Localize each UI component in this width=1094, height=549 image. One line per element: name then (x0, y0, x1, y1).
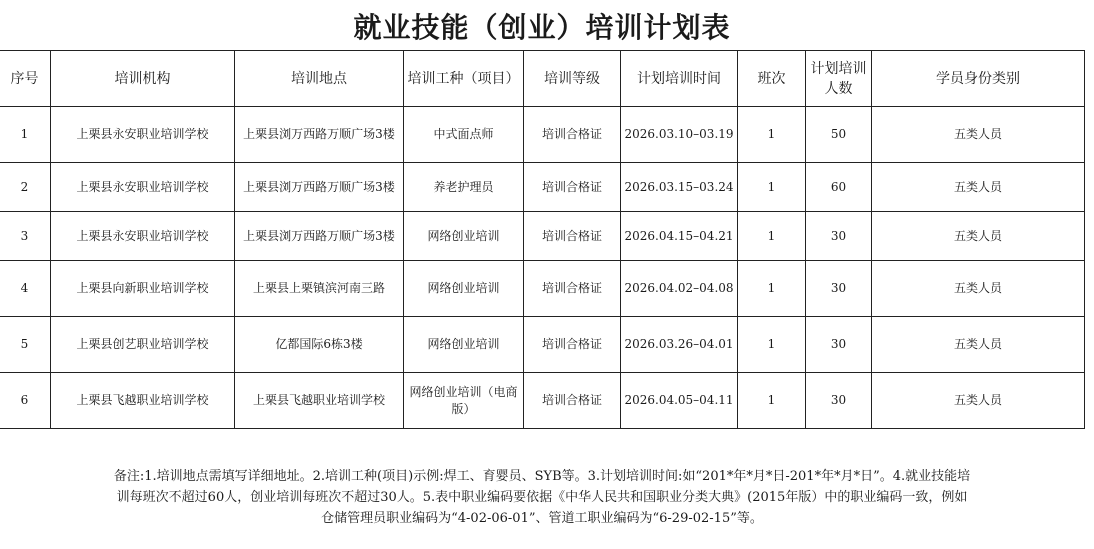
header-planned-count: 计划培训人数 (806, 51, 872, 107)
cell-level: 培训合格证 (524, 317, 621, 373)
page-title: 就业技能（创业）培训计划表 (353, 11, 731, 44)
cell-time: 2026.04.05–04.11 (621, 373, 738, 429)
cell-trade: 中式面点师 (404, 107, 524, 163)
cell-class-count: 1 (738, 107, 806, 163)
cell-index: 4 (0, 261, 51, 317)
cell-planned-count: 30 (806, 373, 872, 429)
cell-time: 2026.04.15–04.21 (621, 212, 738, 261)
cell-level: 培训合格证 (524, 261, 621, 317)
cell-student-category: 五类人员 (872, 107, 1085, 163)
cell-institution: 上栗县永安职业培训学校 (51, 163, 235, 212)
cell-index: 1 (0, 107, 51, 163)
header-location: 培训地点 (235, 51, 404, 107)
cell-institution: 上栗县永安职业培训学校 (51, 212, 235, 261)
cell-student-category: 五类人员 (872, 212, 1085, 261)
cell-class-count: 1 (738, 317, 806, 373)
cell-student-category: 五类人员 (872, 261, 1085, 317)
header-institution: 培训机构 (51, 51, 235, 107)
cell-planned-count: 30 (806, 261, 872, 317)
cell-class-count: 1 (738, 163, 806, 212)
cell-index: 2 (0, 163, 51, 212)
table-row (0, 163, 1085, 212)
header-student-category: 学员身份类别 (872, 51, 1085, 107)
cell-location: 上栗县浏万西路万顺广场3楼 (235, 212, 404, 261)
cell-level: 培训合格证 (524, 163, 621, 212)
cell-trade: 养老护理员 (404, 163, 524, 212)
cell-location: 上栗县浏万西路万顺广场3楼 (235, 163, 404, 212)
cell-trade: 网络创业培训（电商版） (404, 373, 524, 429)
table-row (0, 212, 1085, 261)
cell-location: 上栗县飞越职业培训学校 (235, 373, 404, 429)
remarks-note: 备注:1.培训地点需填写详细地址。2.培训工种(项目)示例:焊工、育婴员、SYB等。3.计划培训时间:如“201*年*月*日-201*年*月*日”。4.就业技能培训每班次不超过60人，创业培训每班次不超过30人。5.表中职业编码要依据《中华人民共和国职业分类大典》(2015年版）中的职业编码一致，例如仓储管理员职业编码为“4-02-06-01”、管道工职业编码为“6-29-02-15”等。 (113, 469, 971, 526)
cell-level: 培训合格证 (524, 212, 621, 261)
cell-student-category: 五类人员 (872, 317, 1085, 373)
cell-student-category: 五类人员 (872, 373, 1085, 429)
cell-trade: 网络创业培训 (404, 212, 524, 261)
cell-planned-count: 30 (806, 212, 872, 261)
table-row (0, 261, 1085, 317)
training-plan-table (0, 50, 1085, 429)
cell-index: 6 (0, 373, 51, 429)
cell-institution: 上栗县向新职业培训学校 (51, 261, 235, 317)
table-row (0, 373, 1085, 429)
cell-level: 培训合格证 (524, 107, 621, 163)
cell-time: 2026.03.15–03.24 (621, 163, 738, 212)
cell-time: 2026.03.26–04.01 (621, 317, 738, 373)
table-header-row (0, 51, 1085, 107)
cell-institution: 上栗县飞越职业培训学校 (51, 373, 235, 429)
cell-student-category: 五类人员 (872, 163, 1085, 212)
cell-institution: 上栗县永安职业培训学校 (51, 107, 235, 163)
cell-trade: 网络创业培训 (404, 317, 524, 373)
cell-planned-count: 60 (806, 163, 872, 212)
cell-planned-count: 30 (806, 317, 872, 373)
cell-level: 培训合格证 (524, 373, 621, 429)
cell-class-count: 1 (738, 261, 806, 317)
cell-class-count: 1 (738, 212, 806, 261)
cell-location: 上栗县浏万西路万顺广场3楼 (235, 107, 404, 163)
table-row (0, 317, 1085, 373)
cell-index: 3 (0, 212, 51, 261)
header-level: 培训等级 (524, 51, 621, 107)
cell-time: 2026.03.10–03.19 (621, 107, 738, 163)
cell-index: 5 (0, 317, 51, 373)
header-index: 序号 (0, 51, 51, 107)
cell-location: 上栗县上栗镇滨河南三路 (235, 261, 404, 317)
cell-location: 亿都国际6栋3楼 (235, 317, 404, 373)
header-trade: 培训工种（项目） (404, 51, 524, 107)
cell-class-count: 1 (738, 373, 806, 429)
header-class-count: 班次 (738, 51, 806, 107)
cell-time: 2026.04.02–04.08 (621, 261, 738, 317)
cell-trade: 网络创业培训 (404, 261, 524, 317)
cell-planned-count: 50 (806, 107, 872, 163)
table-row (0, 107, 1085, 163)
cell-institution: 上栗县创艺职业培训学校 (51, 317, 235, 373)
header-time: 计划培训时间 (621, 51, 738, 107)
